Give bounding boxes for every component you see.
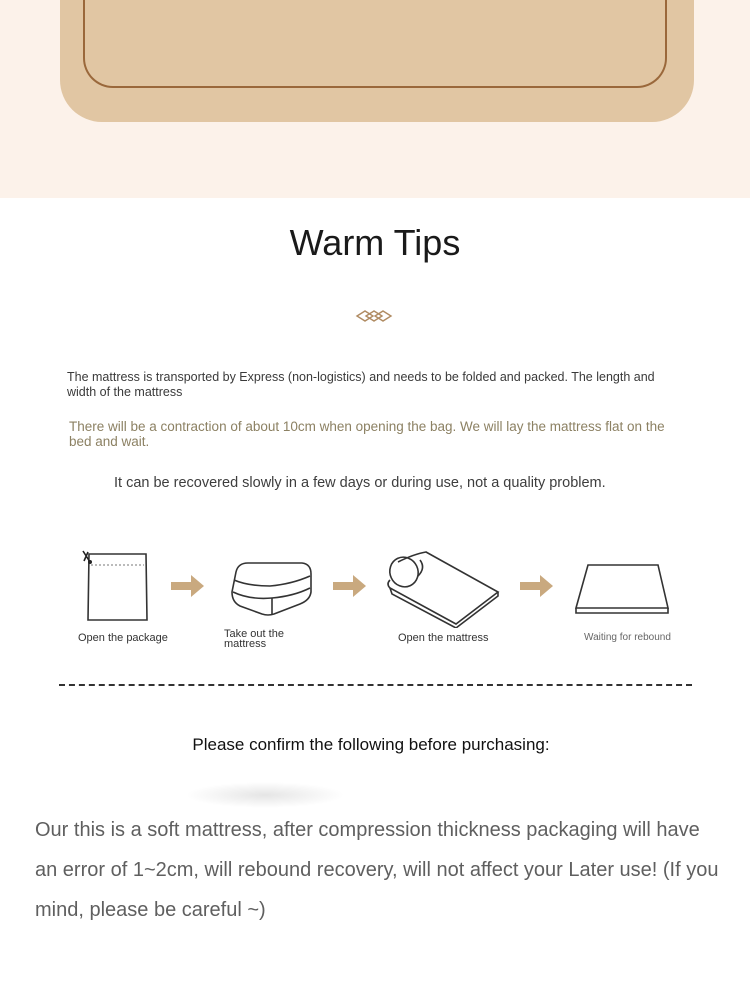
step-label-take-out: Take out the mattress bbox=[224, 628, 284, 650]
folded-mattress-icon bbox=[228, 560, 314, 618]
package-bag-icon bbox=[80, 548, 152, 624]
tip-transport: The mattress is transported by Express (non-logistics) and needs to be folded and packed. The length and width of the mattress bbox=[67, 370, 655, 399]
page-title: Warm Tips bbox=[289, 222, 461, 263]
arrow-right-icon bbox=[333, 574, 367, 598]
feature-card bbox=[60, 0, 694, 122]
step-label-open-mattress: Open the mattress bbox=[398, 632, 489, 644]
step-label-open-package: Open the package bbox=[78, 632, 168, 644]
step-label-waiting: Waiting for rebound bbox=[584, 632, 671, 643]
feature-card-text bbox=[127, 0, 247, 2]
unrolling-mattress-icon bbox=[386, 550, 502, 628]
confirm-heading: Please confirm the following before purchasing: bbox=[192, 735, 550, 754]
thickness-note: Our this is a soft mattress, after compression thickness packaging will have an error of 1~2cm, will rebound recovery, will not affect your Later use! (If you mind, please be careful ~) bbox=[35, 819, 719, 921]
dashed-divider bbox=[59, 684, 692, 686]
top-banner bbox=[0, 0, 750, 198]
ornament-icon bbox=[355, 308, 395, 324]
decorative-blur bbox=[185, 782, 345, 808]
tip-recovery: It can be recovered slowly in a few days or during use, not a quality problem. bbox=[114, 475, 606, 491]
arrow-right-icon bbox=[171, 574, 205, 598]
arrow-right-icon bbox=[520, 574, 554, 598]
flat-mattress-icon bbox=[574, 562, 670, 616]
feature-card-frame bbox=[83, 0, 667, 88]
tip-contraction: There will be a contraction of about 10cm when opening the bag. We will lay the mattress flat on the bed and wait. bbox=[69, 419, 665, 449]
